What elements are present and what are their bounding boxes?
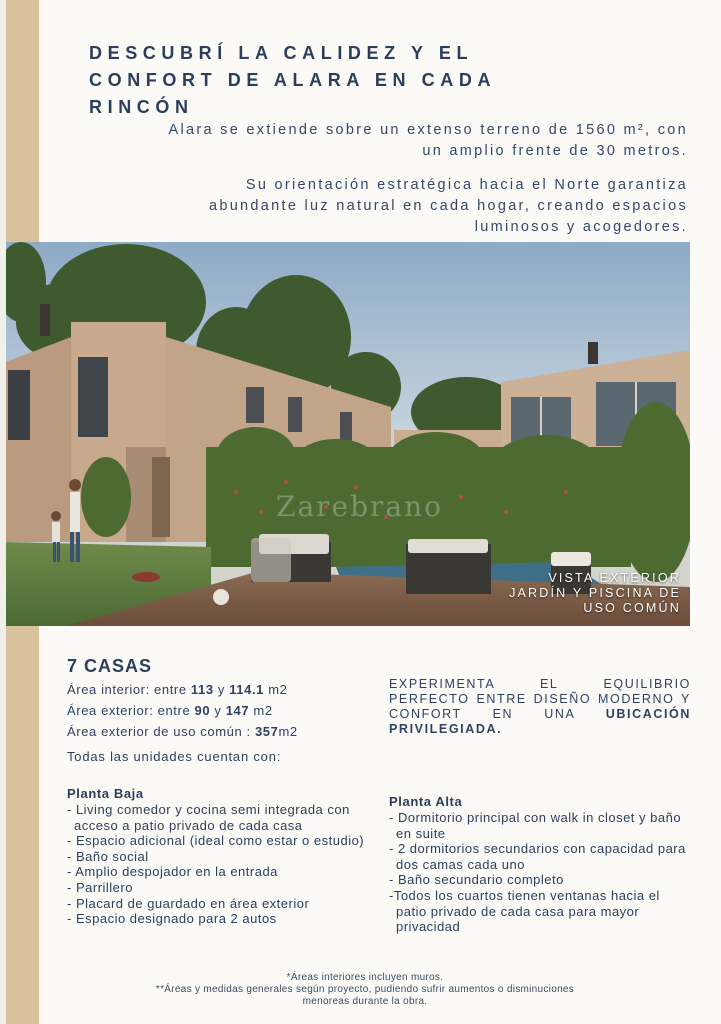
caption-line-3: USO COMÚN <box>583 601 681 615</box>
page-headline: DESCUBRÍ LA CALIDEZ Y EL CONFORT DE ALARA EN CADA RINCÓN <box>89 43 496 117</box>
right-column <box>389 677 691 935</box>
mat <box>132 572 160 582</box>
footnotes <box>150 972 580 1008</box>
decorative-side-band-bottom <box>6 626 39 1024</box>
list-item: - Baño secundario completo <box>389 872 564 888</box>
decorative-side-band-top <box>6 0 39 242</box>
intro-paragraph-land: Alara se extiende sobre un extenso terreno de 1560 m², con un amplio frente de 30 metros. <box>168 122 688 159</box>
list-item: - Espacio designado para 2 autos <box>67 911 277 927</box>
list-item: - Parrillero <box>67 879 133 895</box>
list-item: - Espacio adicional (ideal como estar o estudio) <box>67 833 365 849</box>
list-item: -Todos los cuartos tienen ventanas hacia el patio privado de cada casa para mayor privacidad <box>389 887 660 935</box>
watermark: Zarebrano <box>276 490 443 523</box>
list-item: - 2 dormitorios secundarios con capacidad para dos camas cada uno <box>389 841 686 872</box>
list-item: - Placard de guardado en área exterior <box>67 895 310 911</box>
caption-line-2: JARDÍN Y PISCINA DE <box>509 586 681 600</box>
left-column <box>67 656 377 927</box>
render-illustration <box>6 242 690 626</box>
footnote-interior: *Áreas interiores incluyen muros. <box>286 972 444 983</box>
planta-alta-note <box>389 888 691 935</box>
houses-count-title: 7 CASAS <box>67 656 153 676</box>
ball <box>213 589 229 605</box>
list-item: - Amplio despojador en la entrada <box>67 864 278 880</box>
planta-baja-list <box>67 802 377 927</box>
all-units-intro: Todas las unidades cuentan con: <box>67 749 282 764</box>
interior-area-spec: Área interior: entre 113 y 114.1 m2 <box>67 682 288 697</box>
common-area-spec: Área exterior de uso común : 357m2 <box>67 724 298 739</box>
list-item: - Living comedor y cocina semi integrada con acceso a patio privado de cada casa <box>67 802 350 833</box>
footnote-general: **Áreas y medidas generales según proyecto, pudiendo sufrir aumentos o disminuciones menoreas durante la obra. <box>155 984 575 1007</box>
photo-caption <box>509 571 681 616</box>
exterior-area-spec: Área exterior: entre 90 y 147 m2 <box>67 703 273 718</box>
list-item: - Dormitorio principal con walk in closet y baño en suite <box>389 810 682 841</box>
intro-text <box>168 120 688 251</box>
planta-alta-title: Planta Alta <box>389 794 463 809</box>
balance-statement: EXPERIMENTA EL EQUILIBRIO PERFECTO ENTRE DISEÑO MODERNO Y CONFORT EN UNA UBICACIÓN PRIVILEGIADA. <box>389 677 691 736</box>
list-item: - Baño social <box>67 848 149 864</box>
caption-line-1: VISTA EXTERIOR <box>548 571 681 585</box>
planta-baja-title: Planta Baja <box>67 786 144 801</box>
planta-alta-list <box>389 810 691 888</box>
intro-paragraph-orientation: Su orientación estratégica hacia el Norte garantiza abundante luz natural en cada hogar, creando espacios luminosos y acogedores. <box>208 177 688 235</box>
exterior-render-photo <box>6 242 690 626</box>
